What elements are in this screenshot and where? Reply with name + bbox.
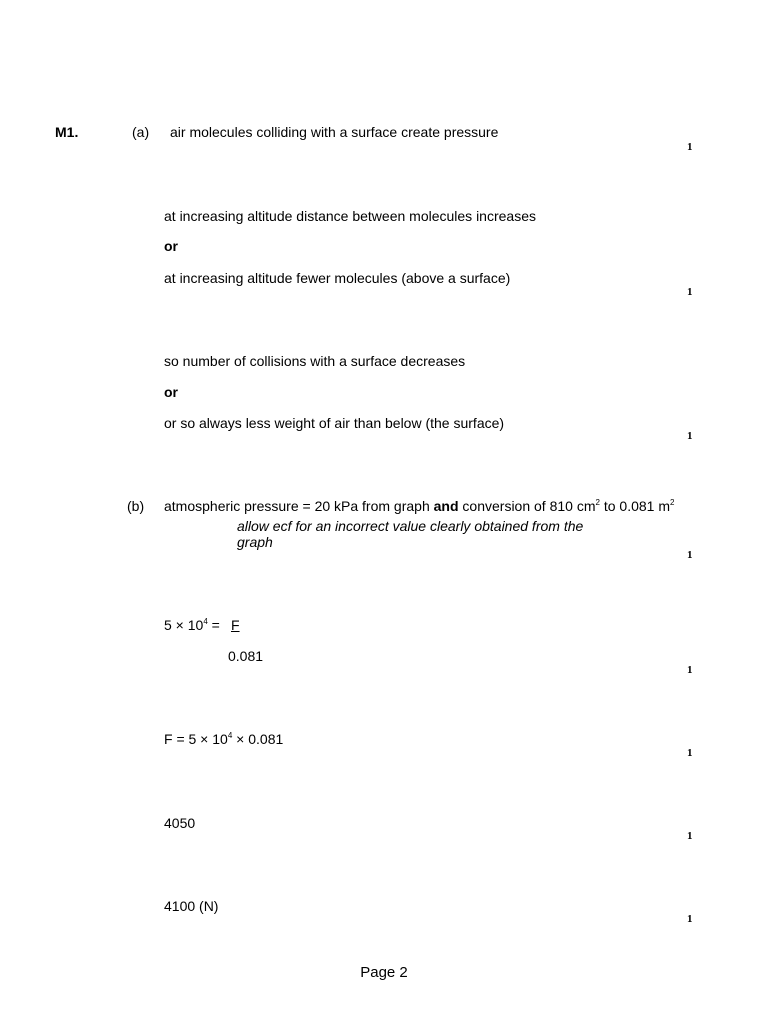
- mark-3: 1: [687, 430, 693, 442]
- equation-lhs: $5 \times 10^4$ =: [164, 617, 220, 633]
- part-b-line-1: atmospheric pressure = 20 kPa from graph and conversion of 810 $cm^2$ to 0.081 $m^2$: [164, 498, 675, 514]
- equation-denominator: 0.081: [228, 648, 264, 664]
- mark-5: 1: [687, 664, 693, 676]
- part-b-label: (b): [127, 498, 145, 514]
- question-number: M1.: [55, 124, 79, 140]
- equation-numerator: F: [231, 617, 240, 633]
- part-a-line-4: so number of collisions with a surface decreases: [164, 353, 466, 369]
- mark-7: 1: [687, 830, 693, 842]
- result-unrounded: 4050: [164, 815, 196, 831]
- part-a-line-1: air molecules colliding with a surface create pressure: [170, 124, 499, 140]
- result-final: 4100 (N): [164, 898, 219, 914]
- or-1: or: [164, 238, 178, 254]
- part-a-line-5: or so always less weight of air than below (the surface): [164, 415, 505, 431]
- part-a-line-2: at increasing altitude distance between molecules increases: [164, 208, 536, 224]
- mark-8: 1: [687, 913, 693, 925]
- mark-4: 1: [687, 549, 693, 561]
- ecf-note-line-2: graph: [237, 534, 273, 550]
- part-a-label: (a): [132, 124, 150, 140]
- mark-6: 1: [687, 747, 693, 759]
- or-2: or: [164, 384, 178, 400]
- mark-1: 1: [687, 141, 693, 153]
- page-number: Page 2: [360, 964, 408, 981]
- force-equation: $F = 5 \times 10^4 \times 0.081$: [164, 731, 284, 747]
- part-a-line-3: at increasing altitude fewer molecules (above a surface): [164, 270, 511, 286]
- ecf-note-line-1: allow ecf for an incorrect value clearly obtained from the: [237, 518, 584, 534]
- mark-2: 1: [687, 286, 693, 298]
